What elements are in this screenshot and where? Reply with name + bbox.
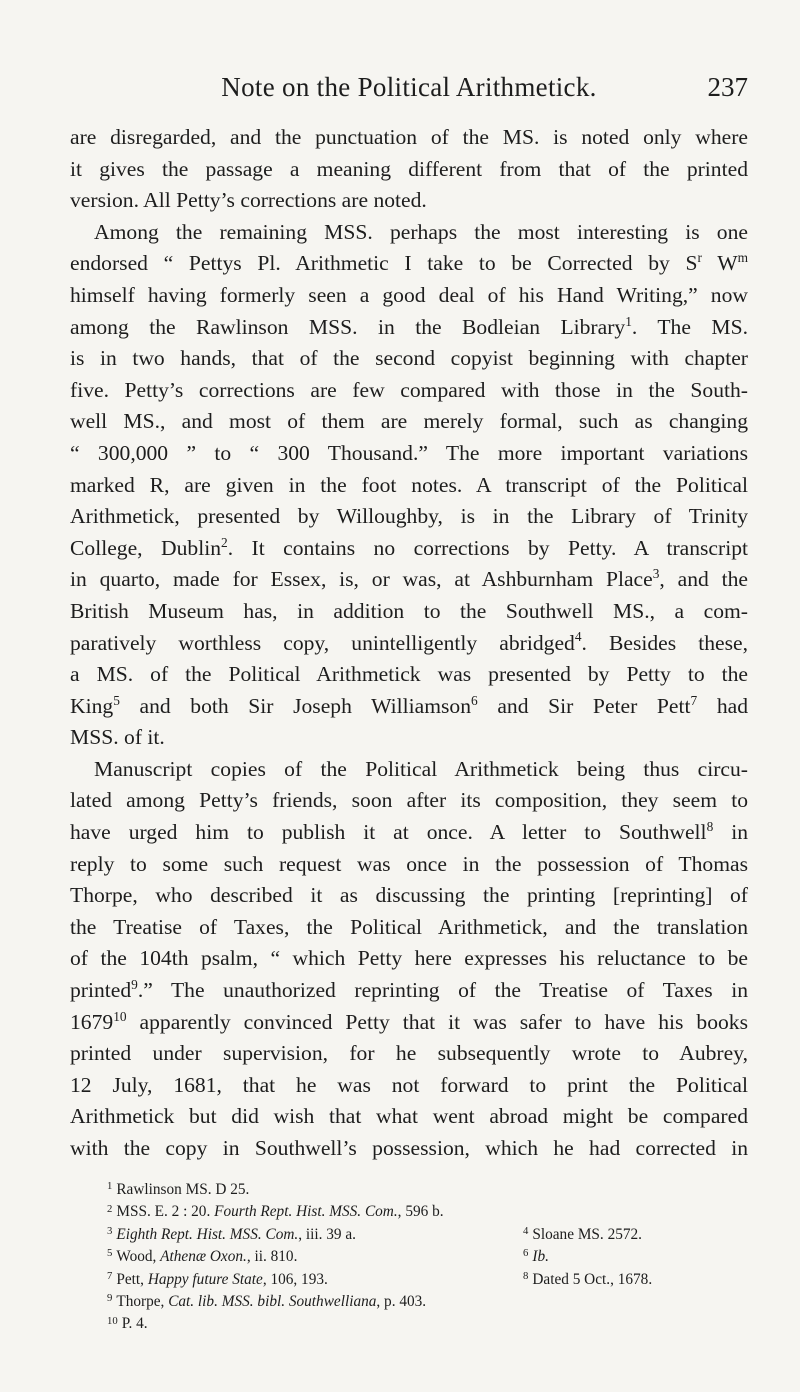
footnote-text: Sloane MS. 2572. [532, 1225, 642, 1243]
text-span: King [70, 693, 114, 718]
text-span: . The MS. [631, 314, 748, 339]
footnote-mark: 8 [523, 1269, 529, 1282]
paragraph-1 [70, 122, 748, 217]
text-span: endorsed “ Pettys Pl. Arithmetic I take to be Corrected by S [70, 251, 698, 276]
text-span: and Sir Peter Pett [477, 693, 691, 718]
body-text [70, 122, 748, 1165]
text-line: himself having formerly seen a good deal of his Hand Writing,” now [70, 282, 748, 307]
text-line: lated among Petty’s friends, soon after its composition, they seem to [70, 788, 748, 813]
footnote-6 [523, 1246, 549, 1269]
footnote-text: Dated 5 Oct., 1678. [532, 1270, 653, 1288]
text-span: . It contains no corrections by Petty. A transcript [227, 535, 749, 560]
footnote-7 [107, 1271, 328, 1288]
footnote-mark: 1 [107, 1180, 113, 1193]
footnote-3 [107, 1226, 356, 1243]
footnote-ref-2: 2 [221, 534, 228, 550]
footnote-text: , 596 b. [397, 1203, 444, 1221]
footnote-mark: 5 [107, 1247, 113, 1260]
footnote-text: Thorpe, [116, 1292, 169, 1310]
paragraph-2 [70, 217, 748, 754]
footnote-2 [107, 1203, 444, 1220]
footnote-row [107, 1291, 747, 1313]
footnote-text: , ii. 810. [246, 1248, 298, 1266]
footnote-5 [107, 1248, 297, 1265]
footnote-10 [107, 1315, 148, 1332]
text-line: are disregarded, and the punctuation of the MS. is noted only where [70, 125, 748, 149]
text-span: Among the remaining MSS. perhaps the most interesting is one [94, 219, 748, 244]
text-line [70, 564, 748, 596]
text-span: . Besides these, [581, 630, 748, 655]
footnote-ref-7: 7 [690, 692, 698, 708]
running-title: Note on the Political Arithmetick. [221, 72, 597, 102]
footnote-text: P. 4. [121, 1315, 148, 1333]
text-line [70, 975, 748, 1007]
footnotes [107, 1179, 747, 1336]
text-span: among the Rawlinson MSS. in the Bodleian Library [70, 314, 626, 339]
text-line: MSS. of it. [70, 725, 165, 750]
page-header [70, 72, 748, 112]
text-span: in [713, 820, 748, 845]
text-line [70, 754, 748, 786]
text-line: Thorpe, who described it as discussing the printing [reprinting] of [70, 883, 748, 908]
superscript-r: r [697, 250, 702, 266]
text-line [70, 217, 748, 249]
text-line: Arithmetick, presented by Willoughby, is in the Library of Trinity [70, 504, 748, 529]
text-line [70, 628, 748, 660]
text-span: Manuscript copies of the Political Arithmetick being thus circu- [94, 756, 748, 781]
footnote-ref-3: 3 [652, 566, 660, 582]
footnote-mark: 2 [107, 1202, 113, 1215]
text-span: .” The unauthorized reprinting of the Treatise of Taxes in [137, 978, 748, 1003]
text-line: printed under supervision, for he subsequently wrote to Aubrey, [70, 1041, 748, 1066]
text-span: in quarto, made for Essex, is, or was, at Ashburnham Place [70, 567, 653, 592]
footnote-row [107, 1179, 747, 1201]
text-span: W [701, 251, 738, 276]
text-line: a MS. of the Political Arithmetick was presented by Petty to the [70, 662, 748, 687]
footnote-ref-10: 10 [113, 1008, 127, 1024]
text-span: printed [70, 978, 132, 1003]
footnote-text: MSS. E. 2 : 20. [116, 1203, 215, 1221]
text-line: marked R, are given in the foot notes. A transcript of the Political [70, 472, 748, 497]
text-span: paratively worthless copy, unintelligently abridged [70, 630, 575, 655]
text-line: “ 300,000 ” to “ 300 Thousand.” The more important variations [70, 440, 748, 465]
text-line: Arithmetick but did wish that what went abroad might be compared [70, 1104, 748, 1129]
footnote-ref-8: 8 [706, 819, 714, 835]
text-span: , and the [659, 567, 748, 592]
footnote-4 [523, 1224, 642, 1247]
footnote-text: , iii. 39 a. [298, 1225, 357, 1243]
text-span: and both Sir Joseph Williamson [119, 693, 472, 718]
text-line [70, 533, 748, 565]
footnote-mark: 4 [523, 1224, 529, 1237]
footnote-title: Fourth Rept. Hist. MSS. Com. [214, 1203, 398, 1221]
footnote-text: , 106, 193. [262, 1270, 328, 1288]
text-line [70, 312, 748, 344]
text-line [70, 1007, 748, 1039]
footnote-row [107, 1313, 747, 1335]
footnote-ref-9: 9 [131, 977, 138, 992]
footnote-text: Wood, [116, 1248, 161, 1266]
footnote-title: Ib. [532, 1248, 549, 1266]
text-line: the Treatise of Taxes, the Political Arithmetick, and the translation [70, 914, 748, 939]
text-span: apparently convinced Petty that it was safer to have his books [126, 1009, 748, 1034]
footnote-9 [107, 1293, 426, 1310]
footnote-row [107, 1201, 747, 1223]
text-span: College, Dublin [70, 535, 221, 560]
footnote-mark: 7 [107, 1269, 113, 1282]
footnote-mark: 10 [107, 1314, 118, 1327]
footnote-title: Eighth Rept. Hist. MSS. Com. [116, 1225, 299, 1243]
text-line: with the copy in Southwell’s possession, which he had corrected in [70, 1136, 748, 1160]
footnote-mark: 6 [523, 1247, 529, 1260]
footnote-1 [107, 1181, 249, 1198]
footnote-title: Cat. lib. MSS. bibl. Southwelliana [168, 1292, 377, 1310]
text-line: version. All Petty’s corrections are noted. [70, 188, 427, 213]
text-line: five. Petty’s corrections are few compared with those in the South- [70, 377, 748, 402]
footnote-8 [523, 1269, 652, 1292]
text-line: reply to some such request was once in the possession of Thomas [70, 851, 748, 876]
footnote-ref-6: 6 [471, 692, 478, 708]
text-line [70, 691, 748, 723]
text-span: have urged him to publish it at once. A letter to Southwell [70, 820, 707, 845]
footnote-title: Happy future State [147, 1270, 263, 1288]
page-number: 237 [707, 72, 748, 102]
text-line: 12 July, 1681, that he was not forward to print the Political [70, 1072, 748, 1097]
footnote-row [107, 1269, 747, 1291]
footnote-text: , p. 403. [376, 1292, 427, 1310]
text-line: it gives the passage a meaning different from that of the printed [70, 156, 748, 181]
text-span: had [697, 693, 748, 718]
text-line [70, 817, 748, 849]
footnote-ref-1: 1 [625, 313, 632, 329]
text-line: British Museum has, in addition to the Southwell MS., a com- [70, 598, 748, 623]
footnote-row [107, 1224, 747, 1246]
footnote-text: Rawlinson MS. D 25. [116, 1181, 250, 1198]
text-line: is in two hands, that of the second copyist beginning with chapter [70, 346, 748, 371]
footnote-mark: 9 [107, 1292, 113, 1305]
superscript-m: m [737, 250, 748, 266]
footnote-row [107, 1246, 747, 1268]
paragraph-3 [70, 754, 748, 1165]
footnote-title: Athenæ Oxon. [160, 1248, 247, 1266]
footnote-ref-5: 5 [113, 692, 120, 708]
text-line: of the 104th psalm, “ which Petty here expresses his reluctance to be [70, 946, 748, 971]
text-line [70, 248, 748, 280]
text-span: 1679 [70, 1009, 114, 1034]
footnote-mark: 3 [107, 1224, 113, 1237]
text-line: well MS., and most of them are merely formal, such as changing [70, 409, 748, 434]
footnote-text: Pett, [116, 1270, 148, 1288]
footnote-ref-4: 4 [574, 629, 582, 645]
